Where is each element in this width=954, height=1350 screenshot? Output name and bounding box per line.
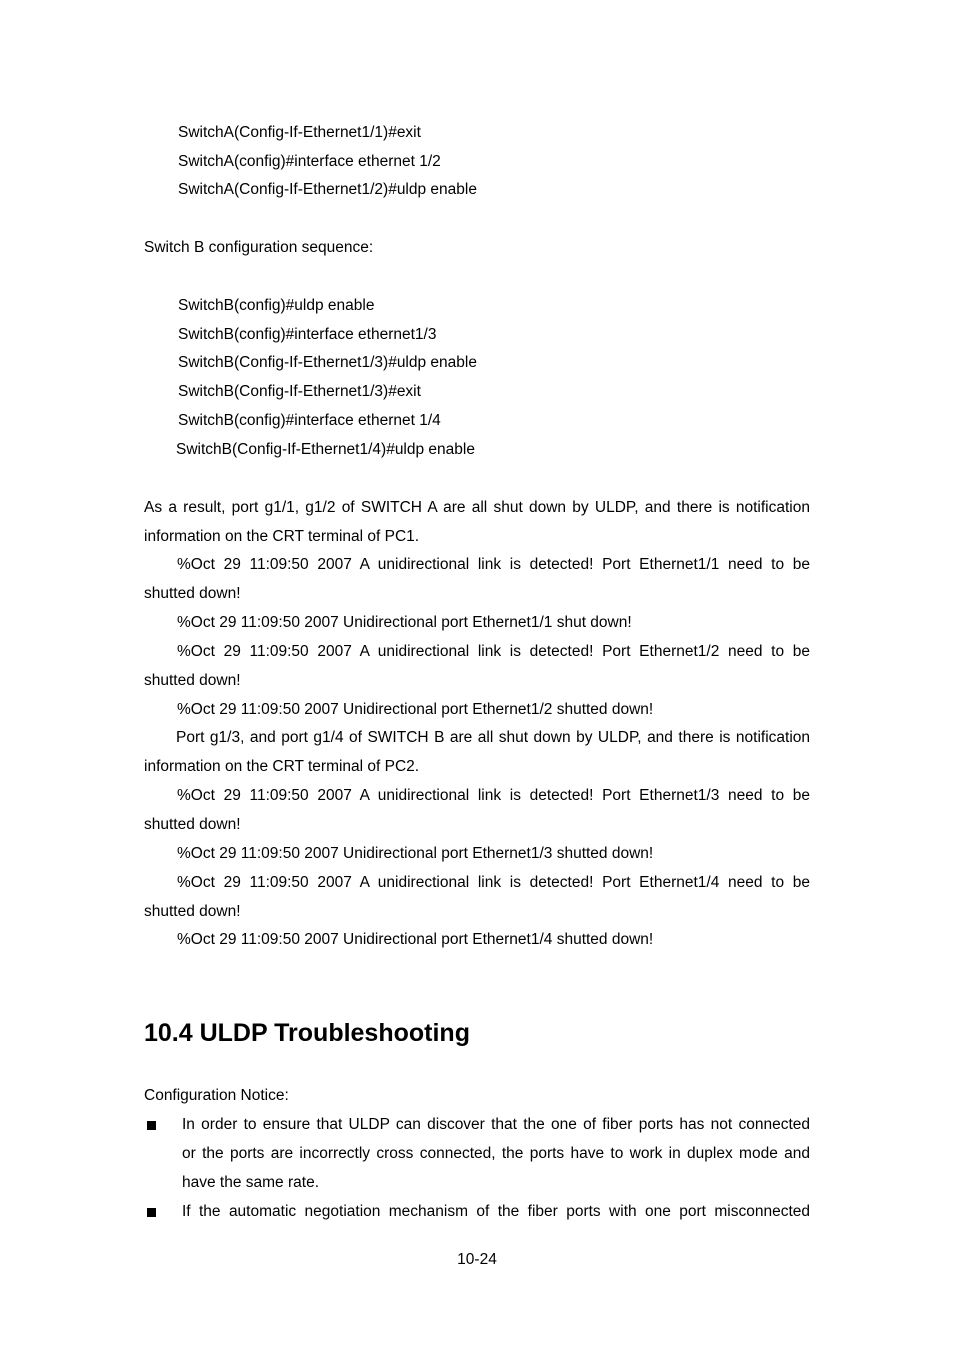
switch-b-heading: Switch B configuration sequence: bbox=[144, 239, 374, 256]
log-message-8: %Oct 29 11:09:50 2007 Unidirectional port Ethernet1/4 shutted down! bbox=[177, 931, 654, 948]
notice-label: Configuration Notice: bbox=[144, 1087, 289, 1104]
log-message-5b: shutted down! bbox=[144, 816, 241, 833]
log-message-3b: shutted down! bbox=[144, 672, 241, 689]
log-message-7a: %Oct 29 11:09:50 2007 A unidirectional link is detected! Port Ethernet1/4 need to be bbox=[177, 874, 810, 891]
result-line-4: information on the CRT terminal of PC2. bbox=[144, 758, 420, 775]
switch-b-command-6: SwitchB(Config-If-Ethernet1/4)#uldp enable bbox=[176, 441, 475, 458]
switch-b-command-4: SwitchB(Config-If-Ethernet1/3)#exit bbox=[178, 383, 421, 400]
switch-b-command-3: SwitchB(Config-If-Ethernet1/3)#uldp enable bbox=[178, 354, 477, 371]
bullet-marker-2 bbox=[147, 1208, 156, 1217]
result-line-1: As a result, port g1/1, g1/2 of SWITCH A are all shut down by ULDP, and there is notification bbox=[144, 499, 810, 516]
bullet-1-line-3: have the same rate. bbox=[182, 1174, 319, 1191]
log-message-4: %Oct 29 11:09:50 2007 Unidirectional port Ethernet1/2 shutted down! bbox=[177, 701, 654, 718]
log-message-6: %Oct 29 11:09:50 2007 Unidirectional port Ethernet1/3 shutted down! bbox=[177, 845, 654, 862]
result-line-2: information on the CRT terminal of PC1. bbox=[144, 528, 420, 545]
log-message-2: %Oct 29 11:09:50 2007 Unidirectional port Ethernet1/1 shut down! bbox=[177, 614, 632, 631]
bullet-1-line-1: In order to ensure that ULDP can discover that the one of fiber ports has not connected bbox=[182, 1116, 810, 1133]
log-message-1b: shutted down! bbox=[144, 585, 241, 602]
bullet-marker-1 bbox=[147, 1121, 156, 1130]
bullet-2-line-1: If the automatic negotiation mechanism of the fiber ports with one port misconnected bbox=[182, 1203, 810, 1220]
log-message-5a: %Oct 29 11:09:50 2007 A unidirectional link is detected! Port Ethernet1/3 need to be bbox=[177, 787, 810, 804]
switch-b-command-2: SwitchB(config)#interface ethernet1/3 bbox=[178, 326, 437, 343]
bullet-1-line-2: or the ports are incorrectly cross connected, the ports have to work in duplex mode and bbox=[182, 1145, 810, 1162]
switch-b-command-1: SwitchB(config)#uldp enable bbox=[178, 297, 375, 314]
log-message-3a: %Oct 29 11:09:50 2007 A unidirectional link is detected! Port Ethernet1/2 need to be bbox=[177, 643, 810, 660]
switch-b-command-5: SwitchB(config)#interface ethernet 1/4 bbox=[178, 412, 441, 429]
switch-a-command-3: SwitchA(Config-If-Ethernet1/2)#uldp enable bbox=[178, 181, 477, 198]
page-number: 10-24 bbox=[457, 1251, 497, 1268]
switch-a-command-1: SwitchA(Config-If-Ethernet1/1)#exit bbox=[178, 124, 421, 141]
log-message-7b: shutted down! bbox=[144, 903, 241, 920]
log-message-1a: %Oct 29 11:09:50 2007 A unidirectional link is detected! Port Ethernet1/1 need to be bbox=[177, 556, 810, 573]
result-line-3: Port g1/3, and port g1/4 of SWITCH B are all shut down by ULDP, and there is notification bbox=[176, 729, 810, 746]
switch-a-command-2: SwitchA(config)#interface ethernet 1/2 bbox=[178, 153, 441, 170]
section-title: 10.4 ULDP Troubleshooting bbox=[144, 1019, 470, 1047]
